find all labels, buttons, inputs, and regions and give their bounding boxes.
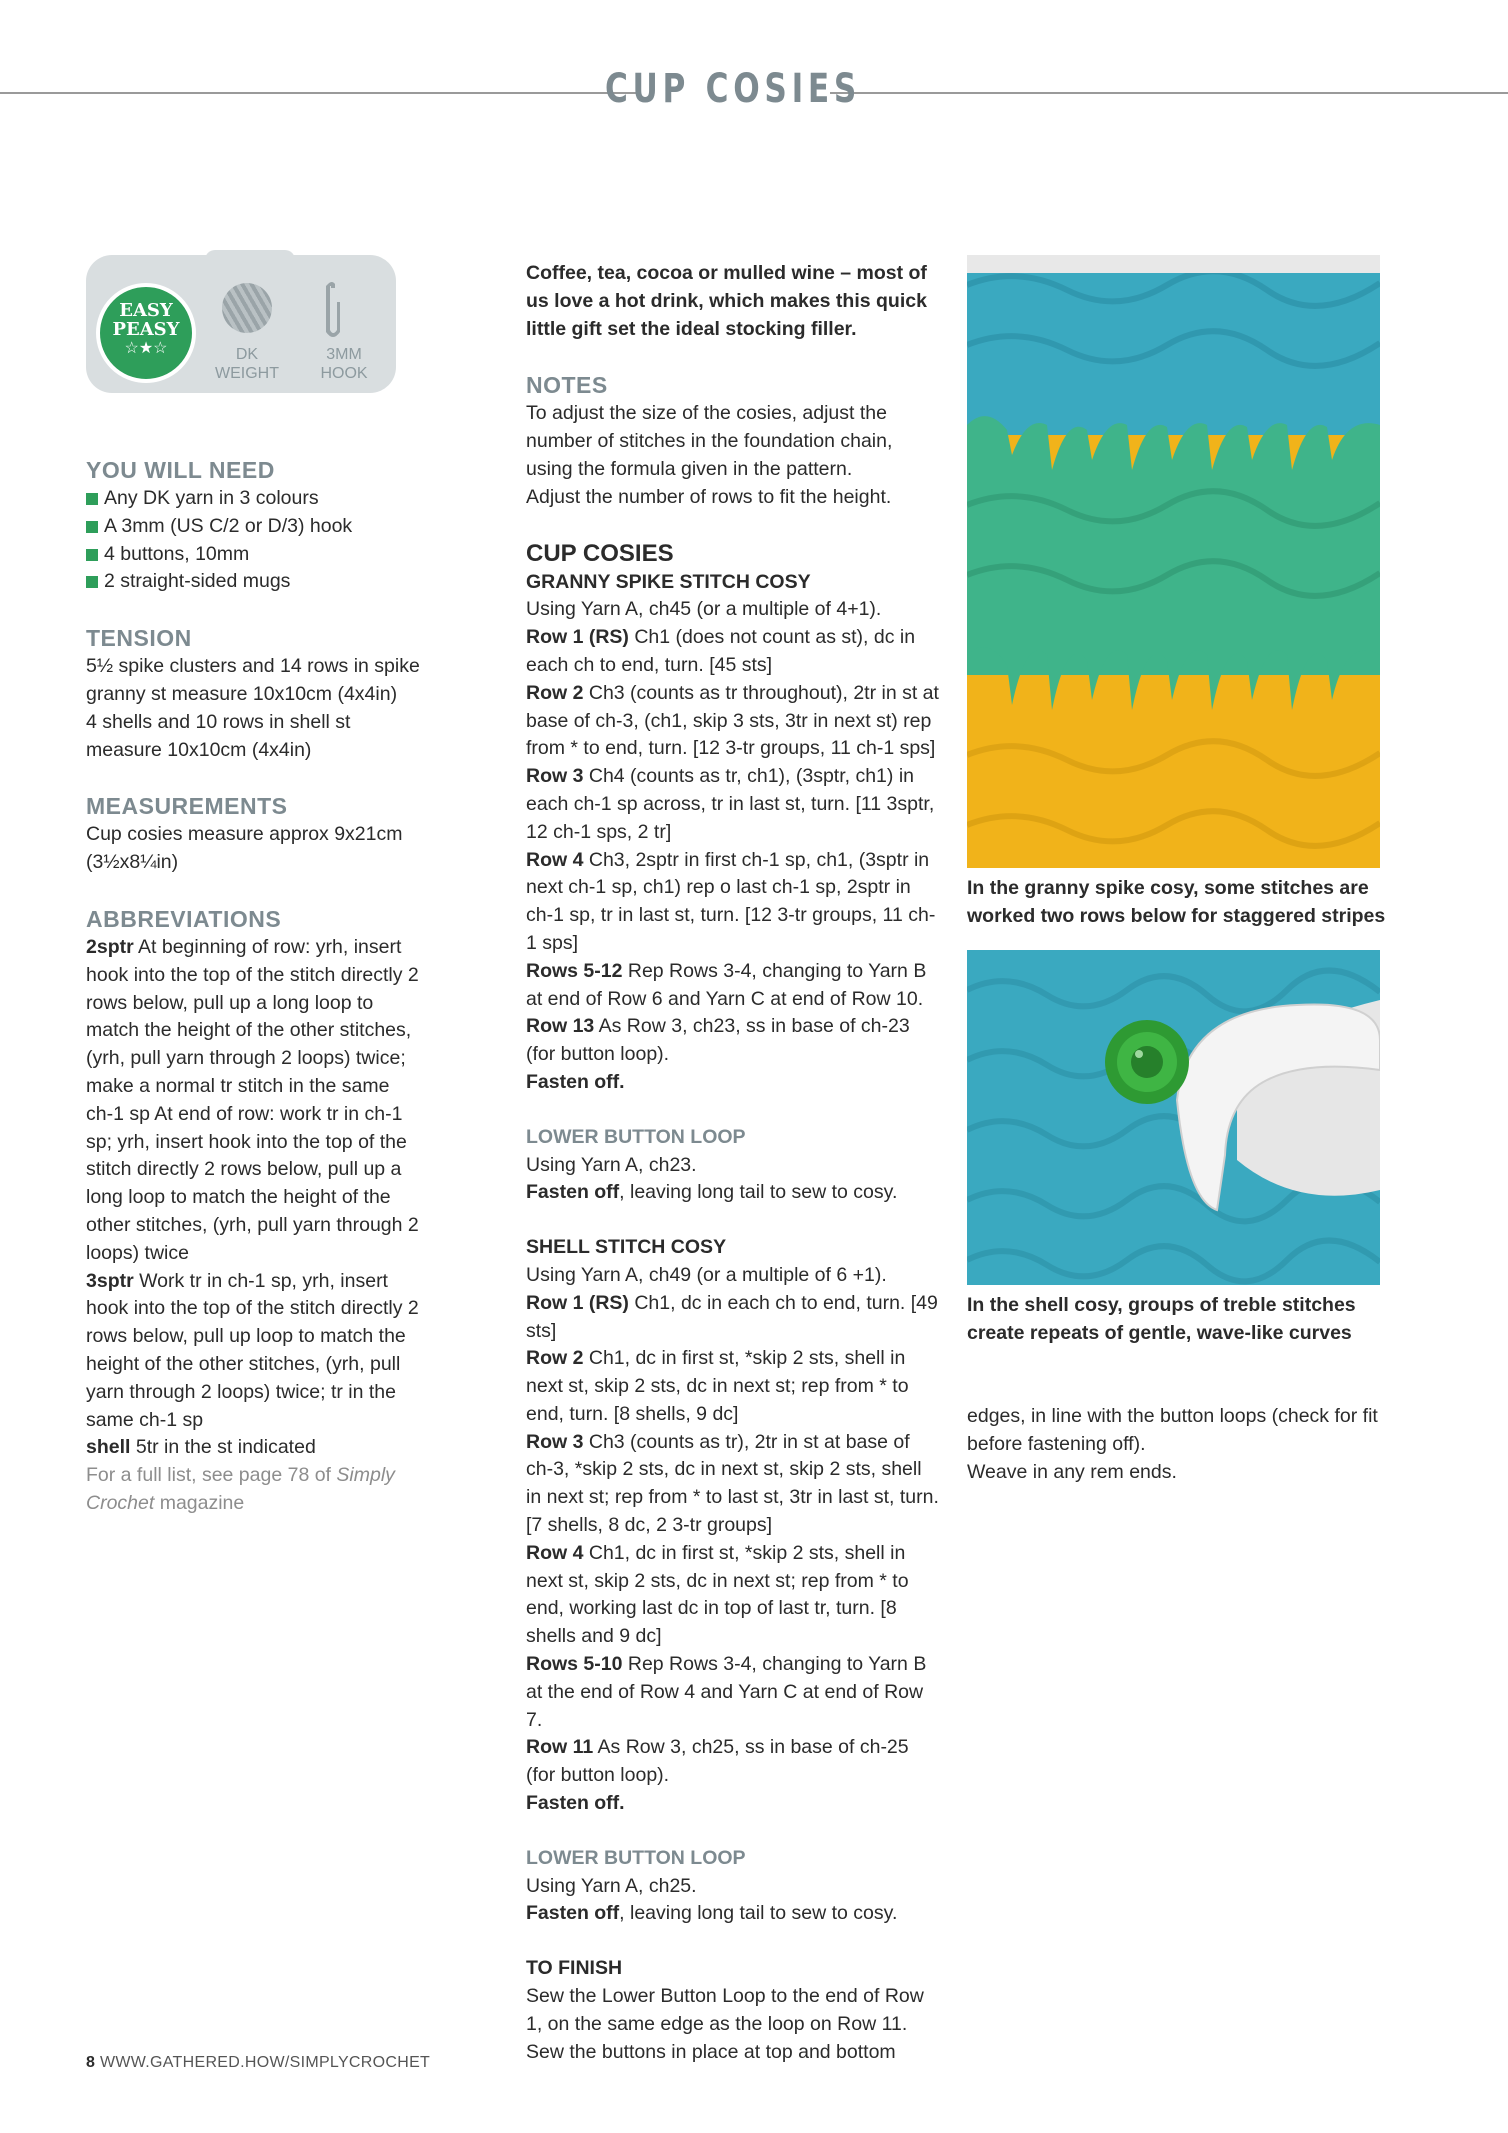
hook-label — [300, 345, 388, 383]
lower-loop-text: Using Yarn A, ch25. — [526, 1874, 697, 1897]
pattern-row: Row 1 (RS) Ch1 (does not count as st), dc in each ch to end, turn. [45 sts] — [526, 626, 916, 676]
crochet-hook-icon — [322, 280, 344, 338]
finish-heading: TO FINISH — [526, 1957, 623, 1980]
difficulty-line1: EASY — [119, 300, 173, 321]
need-item: A 3mm (US C/2 or D/3) hook — [86, 513, 421, 541]
fasten-off: Fasten off. — [526, 1070, 625, 1093]
yarn-ball-icon — [222, 283, 272, 333]
pattern-row: Row 2 Ch1, dc in first st, *skip 2 sts, shell in next st, skip 2 sts, dc in next st; rep from * to end, turn. [8 shells, 9 dc] — [526, 1347, 909, 1425]
tension-text: 5½ spike clusters and 14 rows in spike granny st measure 10x10cm (4x4in) — [86, 655, 420, 705]
abbreviation-definition: Work tr in ch-1 sp, yrh, insert hook into the top of the stitch directly 2 rows below, pull up loop to match the height of the other stitches, (yrh, pull yarn through 2 loops) twice; tr in the same ch-1 sp — [86, 1269, 419, 1431]
measurements-heading: MEASUREMENTS — [86, 793, 288, 820]
pattern-row: Row 13 As Row 3, ch23, ss in base of ch-23 (for button loop). — [526, 1015, 910, 1066]
granny-heading: GRANNY SPIKE STITCH COSY — [526, 570, 811, 593]
weight-label — [206, 345, 288, 383]
hook-label-line2: HOOK — [320, 365, 368, 382]
need-item: 2 straight-sided mugs — [86, 568, 421, 596]
lower-loop-heading: LOWER BUTTON LOOP — [526, 1125, 746, 1148]
page-footer — [86, 2054, 430, 2072]
granny-intro: Using Yarn A, ch45 (or a multiple of 4+1). — [526, 598, 882, 621]
finish-continued: Weave in any rem ends. — [967, 1460, 1177, 1483]
pattern-row: Row 3 Ch4 (counts as tr, ch1), (3sptr, ch1) in each ch-1 sp across, tr in last st, turn. [11 3sptr, 12 ch-1 sps, 2 tr] — [526, 765, 935, 843]
hook-label-line1: 3MM — [326, 346, 362, 363]
fasten-off: Fasten off. — [526, 1792, 625, 1815]
abbreviation-term: 3sptr — [86, 1269, 134, 1292]
middle-column — [526, 260, 942, 2066]
weight-label-line2: WEIGHT — [215, 365, 279, 382]
difficulty-badge — [96, 283, 196, 383]
lower-loop-heading: LOWER BUTTON LOOP — [526, 1846, 746, 1869]
lower-loop-text: Using Yarn A, ch23. — [526, 1153, 697, 1176]
shell-intro: Using Yarn A, ch49 (or a multiple of 6 +1). — [526, 1263, 887, 1286]
shell-cosy-photo — [967, 950, 1380, 1285]
need-list — [86, 485, 421, 596]
page-title: CUP COSIES — [604, 66, 862, 112]
need-item: 4 buttons, 10mm — [86, 541, 421, 569]
pattern-row: Row 2 Ch3 (counts as tr throughout), 2tr in st at base of ch-3, (ch1, skip 3 sts, 3tr in next st) rep from * to end, turn. [12 3-tr groups, 11 ch-1 sps] — [526, 681, 939, 760]
full-list-note — [86, 1462, 421, 1518]
pattern-row: Row 1 (RS) Ch1, dc in each ch to end, turn. [49 sts] — [526, 1291, 938, 1342]
notes-text: To adjust the size of the cosies, adjust the number of stitches in the foundation chain, using the formula given in the pattern. — [526, 402, 893, 480]
finish-text: Sew the Lower Button Loop to the end of Row 1, on the same edge as the loop on Row 11. Sew the buttons in place at top and bottom — [526, 1985, 924, 2063]
difficulty-stars: ☆★☆ — [124, 340, 168, 357]
tension-heading: TENSION — [86, 625, 192, 652]
intro-text: Coffee, tea, cocoa or mulled wine – most of us love a hot drink, which makes this quick little gift set the ideal stocking filler. — [526, 262, 927, 340]
notes-text: Adjust the number of rows to fit the height. — [526, 485, 892, 508]
lower-loop-fasten: Fasten off, leaving long tail to sew to cosy. — [526, 1902, 898, 1925]
pattern-row: Row 11 As Row 3, ch25, ss in base of ch-25 (for button loop). — [526, 1736, 909, 1787]
abbreviation-definition: 5tr in the st indicated — [130, 1436, 316, 1459]
photo-caption: In the shell cosy, groups of treble stitches create repeats of gentle, wave-like curves — [967, 1294, 1356, 1344]
abbreviation-shell — [86, 1434, 421, 1462]
need-item: Any DK yarn in 3 colours — [86, 485, 421, 513]
weight-label-line1: DK — [235, 346, 259, 363]
abbreviation-term: shell — [86, 1436, 131, 1459]
pattern-row: Row 4 Ch1, dc in first st, *skip 2 sts, shell in next st, skip 2 sts, dc in next st; rep from * to end, working last dc in top of last tr, turn. [8 shells and 9 dc] — [526, 1541, 909, 1648]
shell-heading: SHELL STITCH COSY — [526, 1236, 727, 1259]
need-heading: YOU WILL NEED — [86, 457, 275, 483]
left-column — [86, 455, 421, 1518]
pattern-row: Rows 5-12 Rep Rows 3-4, changing to Yarn B at end of Row 6 and Yarn C at end of Row 10. — [526, 959, 927, 1010]
notes-heading: NOTES — [526, 372, 608, 399]
tension-text: 4 shells and 10 rows in shell st measure 10x10cm (4x4in) — [86, 710, 351, 761]
pattern-row: Row 3 Ch3 (counts as tr), 2tr in st at base of ch-3, *skip 2 sts, dc in next st, skip 2 sts, shell in next st; rep from * to last st, 3tr in last st, turn. [7 shells, 8 dc, 2 3-tr groups] — [526, 1430, 939, 1537]
pattern-row: Rows 5-10 Rep Rows 3-4, changing to Yarn B at the end of Row 4 and Yarn C at end of Row 7. — [526, 1653, 927, 1731]
abbreviation-term: 2sptr — [86, 935, 134, 958]
abbreviation-definition: At beginning of row: yrh, insert hook into the top of the stitch directly 2 rows below, pull up a long loop to match the height of the other stitches, (yrh, pull yarn through 2 loops) twice; make a normal tr stitch in the same ch-1 sp At end of row: work tr in ch-1 sp; yrh, insert hook into the top of the stitch directly 2 rows below, pull up a long loop to match the height of the other stitches, (yrh, pull yarn through 2 loops) twice — [86, 935, 419, 1264]
measurements-text: Cup cosies measure approx 9x21cm (3½x8¼in) — [86, 823, 403, 874]
abbreviation-2sptr — [86, 934, 421, 1268]
full-list-post: magazine — [154, 1491, 245, 1514]
right-column — [967, 1403, 1387, 1486]
page-number: 8 — [86, 2054, 96, 2071]
finish-continued: edges, in line with the button loops (check for fit before fastening off). — [967, 1405, 1378, 1455]
full-list-pre: For a full list, see page 78 of — [86, 1464, 337, 1487]
pattern-row: Row 4 Ch3, 2sptr in first ch-1 sp, ch1, (3sptr in next ch-1 sp, ch1) rep o last ch-1 sp, 2sptr in ch-1 sp, tr in last st, turn. [12 3-tr groups, 11 ch-1 sps] — [526, 848, 936, 954]
cup-cosies-heading: CUP COSIES — [526, 539, 674, 567]
abbreviations-heading: ABBREVIATIONS — [86, 905, 282, 932]
abbreviation-3sptr — [86, 1268, 421, 1435]
photo-caption: In the granny spike cosy, some stitches are worked two rows below for staggered stripes — [967, 877, 1386, 927]
granny-spike-photo — [967, 255, 1380, 868]
difficulty-line2: PEASY — [112, 319, 180, 340]
lower-loop-fasten: Fasten off, leaving long tail to sew to cosy. — [526, 1181, 898, 1204]
footer-url: WWW.GATHERED.HOW/SIMPLYCROCHET — [95, 2054, 431, 2071]
magazine-name: Simply Crochet — [86, 1464, 395, 1514]
